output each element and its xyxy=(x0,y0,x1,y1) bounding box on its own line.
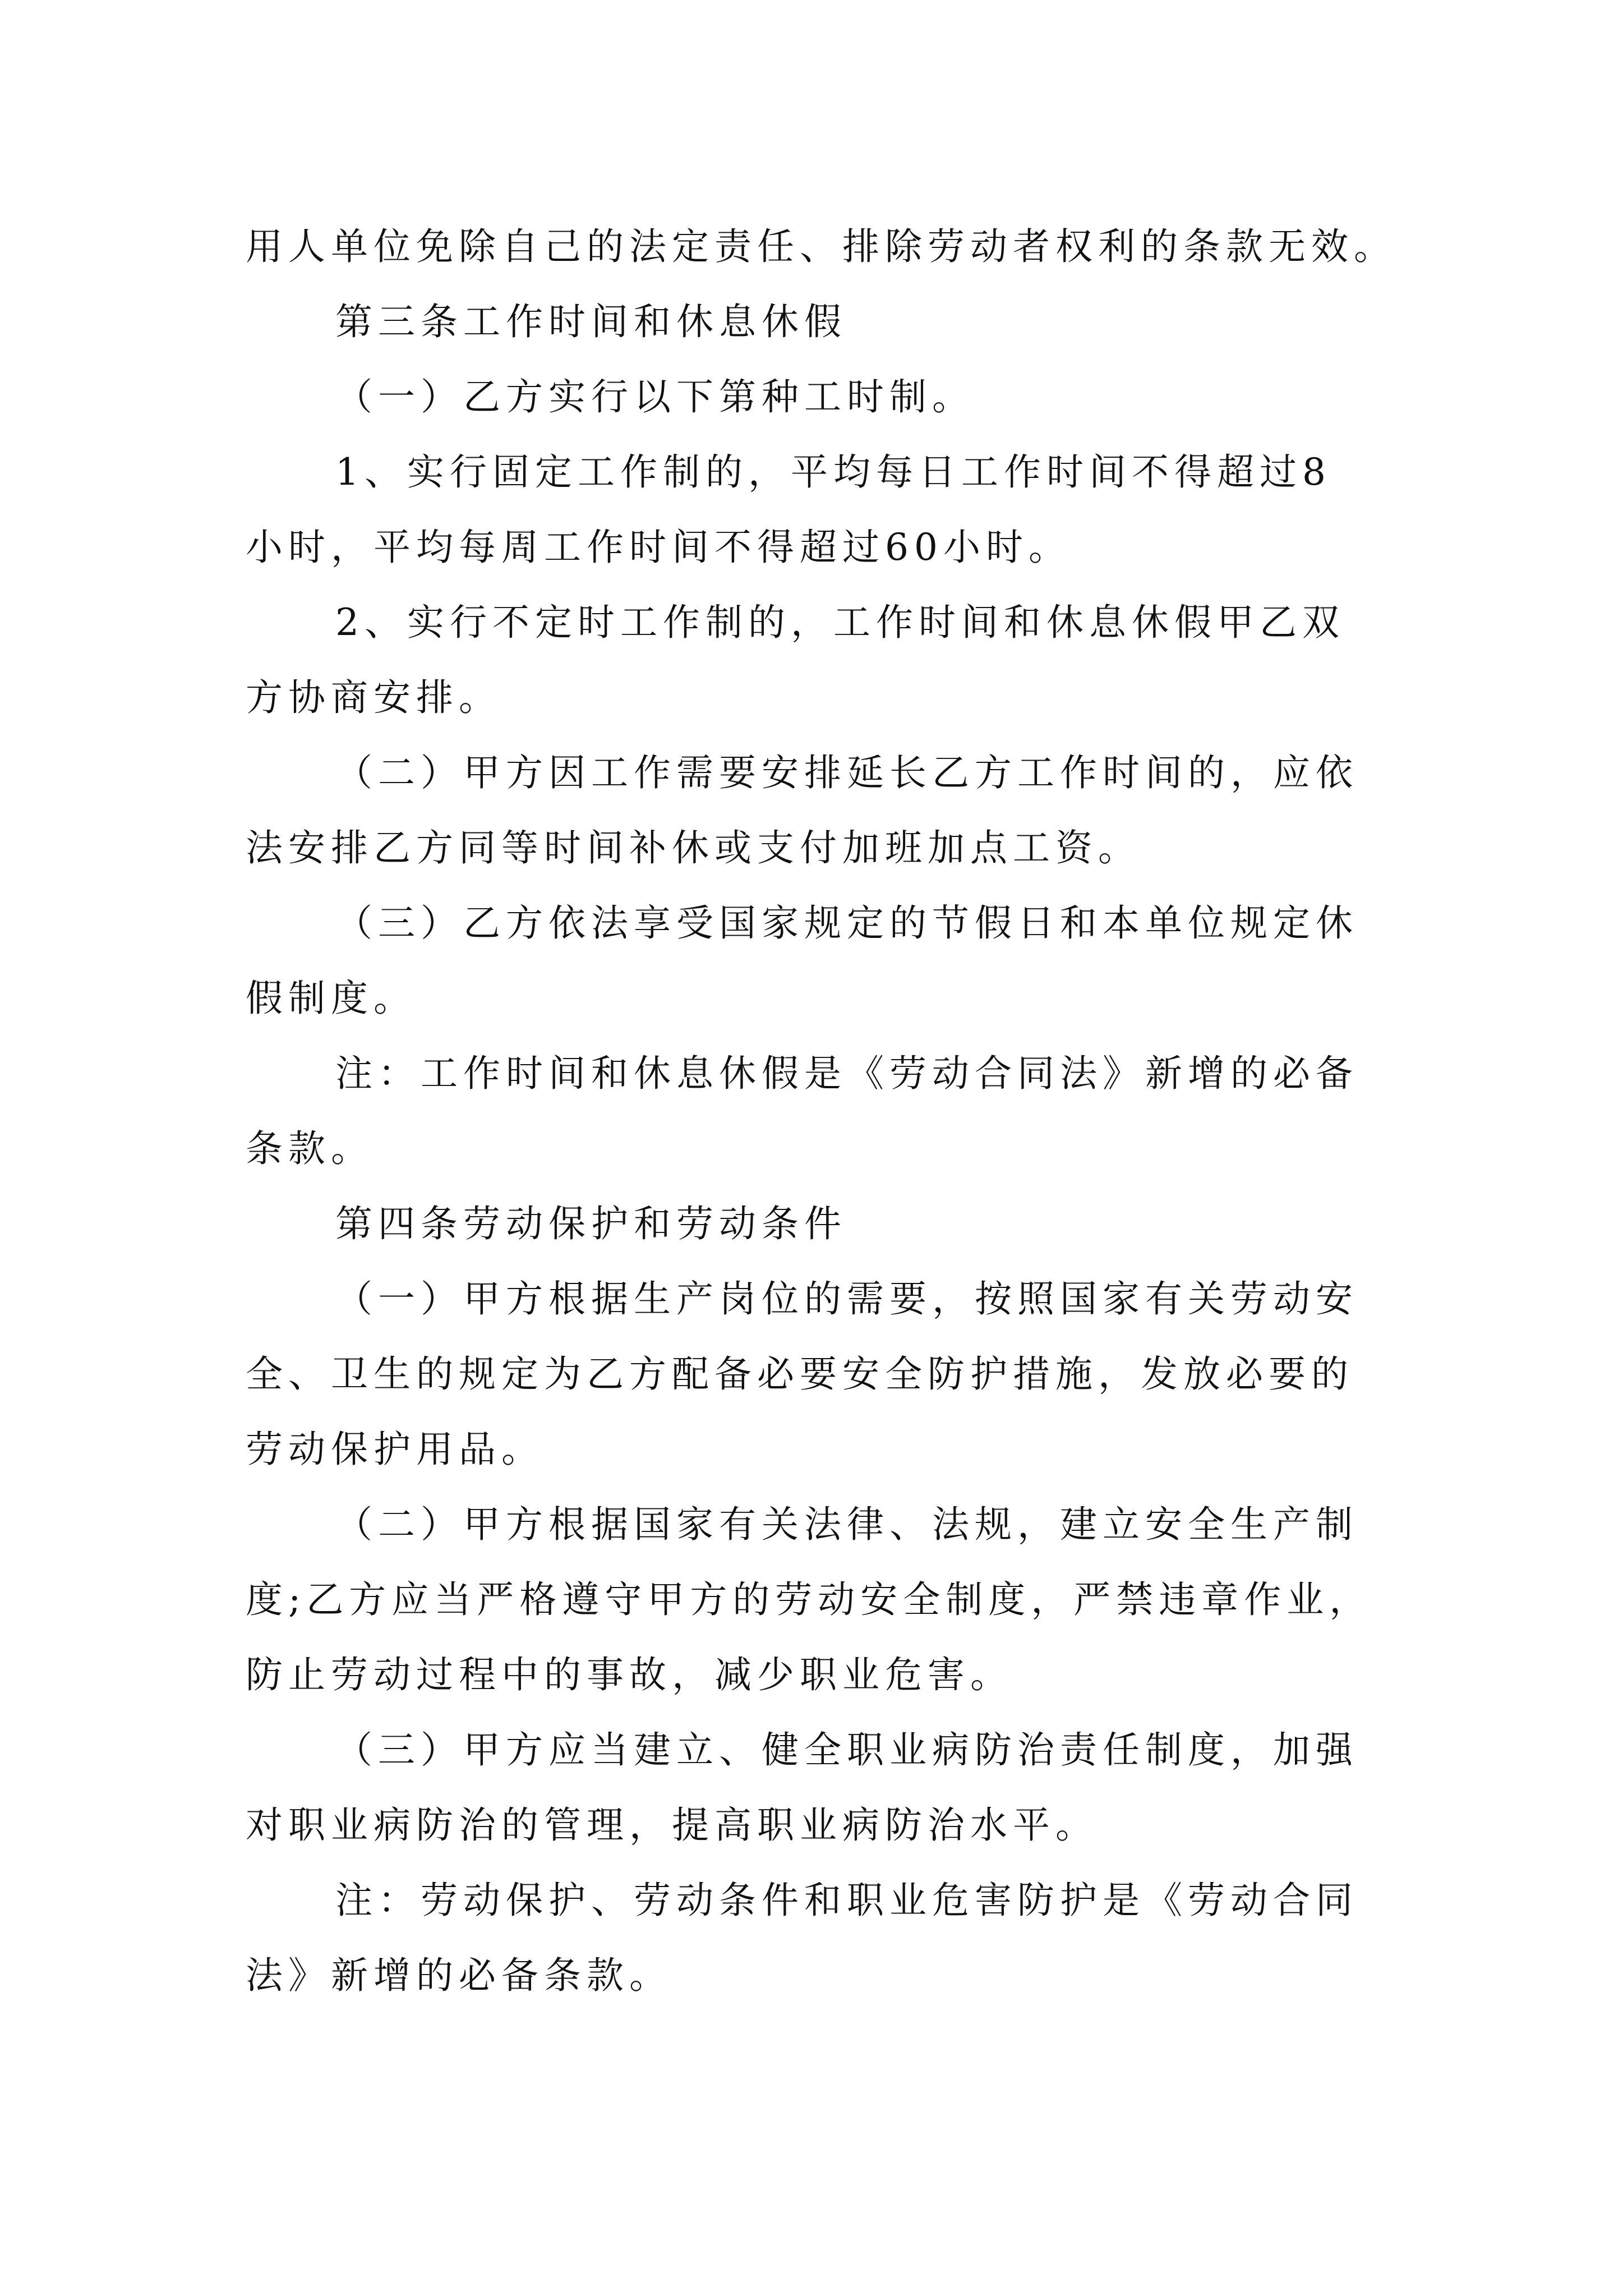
body-text-line: 劳动保护用品。 xyxy=(246,1428,544,1471)
section-heading-article-4: 第四条劳动保护和劳动条件 xyxy=(335,1202,847,1245)
body-text-line: 用人单位免除自己的法定责任、排除劳动者权利的条款无效。 xyxy=(246,225,1396,268)
body-text-line: （三）甲方应当建立、健全职业病防治责任制度，加强 xyxy=(335,1728,1358,1772)
body-text-line: 假制度。 xyxy=(246,977,416,1020)
body-text-line: 对职业病防治的管理，提高职业病防治水平。 xyxy=(246,1803,1098,1847)
body-text-line: 方协商安排。 xyxy=(246,676,501,719)
note-line: 注：劳动保护、劳动条件和职业危害防护是《劳动合同 xyxy=(335,1879,1358,1922)
body-text-line: 全、卫生的规定为乙方配备必要安全防护措施，发放必要的 xyxy=(246,1352,1354,1396)
body-text-line: （二）甲方根据国家有关法律、法规，建立安全生产制 xyxy=(335,1503,1358,1546)
body-text-line: 法安排乙方同等时间补休或支付加班加点工资。 xyxy=(246,826,1141,869)
body-text-line: （一）甲方根据生产岗位的需要，按照国家有关劳动安 xyxy=(335,1277,1358,1320)
body-text-line: 度;乙方应当严格遵守甲方的劳动安全制度，严禁违章作业， xyxy=(246,1578,1372,1621)
body-text-line: 2、实行不定时工作制的，工作时间和休息休假甲乙双 xyxy=(335,601,1345,644)
body-text-line: 防止劳动过程中的事故，减少职业危害。 xyxy=(246,1653,1013,1696)
body-text-line: （三）乙方依法享受国家规定的节假日和本单位规定休 xyxy=(335,901,1358,945)
note-line: 条款。 xyxy=(246,1127,374,1170)
section-heading-article-3: 第三条工作时间和休息休假 xyxy=(335,300,847,343)
body-text-line: （二）甲方因工作需要安排延长乙方工作时间的，应依 xyxy=(335,751,1358,794)
note-line: 法》新增的必备条款。 xyxy=(246,1954,672,1997)
body-text-line: 1、实行固定工作制的，平均每日工作时间不得超过8 xyxy=(335,450,1331,494)
body-text-line: 小时，平均每周工作时间不得超过60小时。 xyxy=(246,526,1071,569)
body-text-line: （一）乙方实行以下第种工时制。 xyxy=(335,375,975,418)
note-line: 注：工作时间和休息休假是《劳动合同法》新增的必备 xyxy=(335,1052,1358,1095)
